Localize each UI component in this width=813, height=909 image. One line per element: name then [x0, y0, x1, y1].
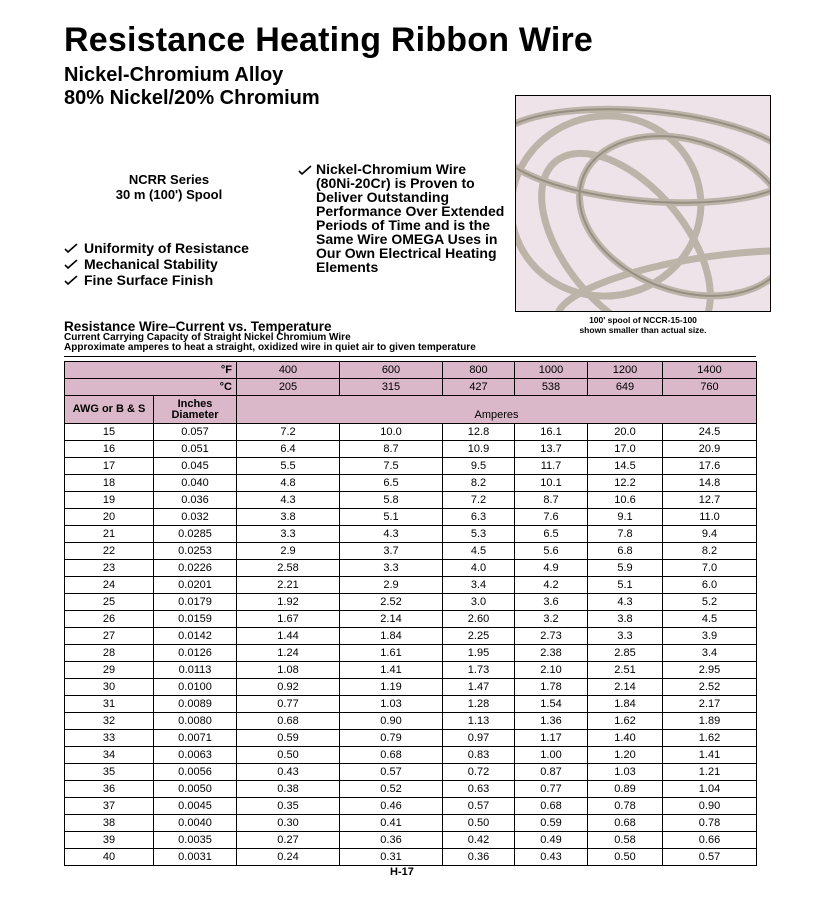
table-subtitle-2: Approximate amperes to heat a straight, oxidized wire in quiet air to given temperature [64, 342, 476, 353]
amperes-cell: 8.2 [443, 475, 515, 492]
amperes-cell: 4.2 [515, 577, 588, 594]
temp-c: 427 [443, 379, 515, 396]
diameter-cell: 0.0179 [154, 594, 237, 611]
diameter-cell: 0.0285 [154, 526, 237, 543]
amperes-cell: 0.68 [515, 798, 588, 815]
amperes-cell: 0.68 [237, 713, 340, 730]
amperes-cell: 0.57 [663, 849, 757, 866]
table-row [65, 424, 757, 441]
amperes-cell: 1.44 [237, 628, 340, 645]
amperes-cell: 7.0 [663, 560, 757, 577]
awg-cell: 16 [65, 441, 154, 458]
spool-size: 30 m (100') Spool [115, 187, 223, 202]
amperes-cell: 1.92 [237, 594, 340, 611]
amperes-cell: 3.7 [340, 543, 443, 560]
header-row-columns [65, 396, 757, 424]
product-series [64, 172, 274, 202]
amperes-cell: 0.43 [237, 764, 340, 781]
table-row [65, 832, 757, 849]
amperes-cell: 3.3 [588, 628, 663, 645]
amperes-cell: 20.9 [663, 441, 757, 458]
amperes-cell: 0.57 [340, 764, 443, 781]
amperes-cell: 0.57 [443, 798, 515, 815]
table-row [65, 764, 757, 781]
amperes-cell: 7.2 [443, 492, 515, 509]
amperes-cell: 1.28 [443, 696, 515, 713]
amperes-cell: 16.1 [515, 424, 588, 441]
awg-cell: 26 [65, 611, 154, 628]
table-row [65, 628, 757, 645]
amperes-cell: 0.27 [237, 832, 340, 849]
amperes-cell: 3.9 [663, 628, 757, 645]
table-row [65, 730, 757, 747]
amperes-cell: 1.03 [340, 696, 443, 713]
amperes-cell: 0.38 [237, 781, 340, 798]
amperes-cell: 1.95 [443, 645, 515, 662]
amperes-cell: 0.77 [515, 781, 588, 798]
awg-cell: 38 [65, 815, 154, 832]
amperes-cell: 6.3 [443, 509, 515, 526]
diameter-cell: 0.0159 [154, 611, 237, 628]
amperes-cell: 0.79 [340, 730, 443, 747]
amperes-cell: 8.2 [663, 543, 757, 560]
awg-cell: 37 [65, 798, 154, 815]
diameter-cell: 0.057 [154, 424, 237, 441]
diameter-cell: 0.0253 [154, 543, 237, 560]
amperes-cell: 10.1 [515, 475, 588, 492]
caption-line: shown smaller than actual size. [579, 325, 707, 335]
table-row [65, 679, 757, 696]
ribbon-wire-spool-image [516, 96, 770, 311]
amperes-cell: 4.3 [237, 492, 340, 509]
amperes-cell: 0.42 [443, 832, 515, 849]
amperes-cell: 1.19 [340, 679, 443, 696]
amperes-cell: 0.46 [340, 798, 443, 815]
awg-cell: 40 [65, 849, 154, 866]
awg-cell: 30 [65, 679, 154, 696]
table-row [65, 781, 757, 798]
table-row [65, 577, 757, 594]
amperes-cell: 0.24 [237, 849, 340, 866]
amperes-cell: 1.89 [663, 713, 757, 730]
table-row [65, 696, 757, 713]
amperes-cell: 1.73 [443, 662, 515, 679]
awg-cell: 29 [65, 662, 154, 679]
table-row [65, 713, 757, 730]
amperes-cell: 0.78 [588, 798, 663, 815]
amperes-cell: 0.50 [237, 747, 340, 764]
table-row [65, 815, 757, 832]
amperes-cell: 0.68 [588, 815, 663, 832]
amperes-cell: 0.36 [443, 849, 515, 866]
amperes-cell: 3.6 [515, 594, 588, 611]
diameter-cell: 0.0142 [154, 628, 237, 645]
awg-cell: 19 [65, 492, 154, 509]
awg-cell: 39 [65, 832, 154, 849]
amperes-cell: 7.2 [237, 424, 340, 441]
unit-fahrenheit: °F [65, 362, 237, 379]
amperes-cell: 2.85 [588, 645, 663, 662]
amperes-cell: 5.1 [588, 577, 663, 594]
amperes-cell: 0.36 [340, 832, 443, 849]
table-row [65, 560, 757, 577]
current-vs-temperature-table [64, 361, 757, 866]
amperes-cell: 9.5 [443, 458, 515, 475]
amperes-cell: 17.6 [663, 458, 757, 475]
diameter-cell: 0.032 [154, 509, 237, 526]
table-row [65, 747, 757, 764]
amperes-cell: 9.4 [663, 526, 757, 543]
amperes-cell: 1.13 [443, 713, 515, 730]
table-row [65, 594, 757, 611]
amperes-cell: 1.00 [515, 747, 588, 764]
amperes-cell: 0.66 [663, 832, 757, 849]
feature-item [64, 240, 249, 256]
diameter-cell: 0.0056 [154, 764, 237, 781]
amperes-cell: 2.25 [443, 628, 515, 645]
diameter-cell: 0.0080 [154, 713, 237, 730]
amperes-cell: 4.3 [340, 526, 443, 543]
amperes-cell: 1.41 [340, 662, 443, 679]
amperes-cell: 8.7 [515, 492, 588, 509]
diameter-cell: 0.0045 [154, 798, 237, 815]
diameter-cell: 0.045 [154, 458, 237, 475]
amperes-cell: 3.4 [663, 645, 757, 662]
col-header-awg: AWG or B & S [65, 396, 154, 424]
checkmark-icon [64, 259, 78, 269]
amperes-cell: 6.0 [663, 577, 757, 594]
diameter-cell: 0.0113 [154, 662, 237, 679]
amperes-cell: 1.08 [237, 662, 340, 679]
amperes-cell: 2.51 [588, 662, 663, 679]
amperes-cell: 0.72 [443, 764, 515, 781]
amperes-cell: 0.68 [340, 747, 443, 764]
amperes-cell: 5.9 [588, 560, 663, 577]
amperes-cell: 1.84 [340, 628, 443, 645]
amperes-cell: 2.38 [515, 645, 588, 662]
amperes-cell: 0.63 [443, 781, 515, 798]
awg-cell: 21 [65, 526, 154, 543]
amperes-cell: 3.0 [443, 594, 515, 611]
awg-cell: 22 [65, 543, 154, 560]
diameter-cell: 0.0201 [154, 577, 237, 594]
amperes-cell: 1.54 [515, 696, 588, 713]
amperes-cell: 2.52 [663, 679, 757, 696]
awg-cell: 28 [65, 645, 154, 662]
amperes-cell: 5.2 [663, 594, 757, 611]
checkmark-icon [298, 165, 312, 175]
amperes-cell: 6.5 [515, 526, 588, 543]
amperes-cell: 4.0 [443, 560, 515, 577]
amperes-cell: 5.6 [515, 543, 588, 560]
page-title: Resistance Heating Ribbon Wire [64, 21, 594, 59]
temp-f: 600 [340, 362, 443, 379]
table-row [65, 441, 757, 458]
ribbon-wire-photo [515, 95, 771, 312]
amperes-cell: 3.8 [237, 509, 340, 526]
awg-cell: 23 [65, 560, 154, 577]
feature-label: Mechanical Stability [84, 256, 218, 272]
photo-caption [515, 315, 771, 335]
amperes-cell: 8.7 [340, 441, 443, 458]
amperes-cell: 4.8 [237, 475, 340, 492]
amperes-cell: 5.3 [443, 526, 515, 543]
amperes-cell: 1.41 [663, 747, 757, 764]
temp-c: 760 [663, 379, 757, 396]
amperes-cell: 0.97 [443, 730, 515, 747]
amperes-cell: 1.47 [443, 679, 515, 696]
diameter-cell: 0.0031 [154, 849, 237, 866]
amperes-cell: 2.73 [515, 628, 588, 645]
awg-cell: 25 [65, 594, 154, 611]
table-row [65, 509, 757, 526]
col-header-diameter: Inches Diameter [154, 396, 237, 424]
awg-cell: 24 [65, 577, 154, 594]
diameter-cell: 0.0100 [154, 679, 237, 696]
temp-f: 1200 [588, 362, 663, 379]
feature-label: Fine Surface Finish [84, 272, 214, 288]
amperes-cell: 17.0 [588, 441, 663, 458]
amperes-cell: 2.10 [515, 662, 588, 679]
temp-c: 538 [515, 379, 588, 396]
amperes-cell: 7.6 [515, 509, 588, 526]
amperes-cell: 0.83 [443, 747, 515, 764]
amperes-cell: 6.4 [237, 441, 340, 458]
amperes-cell: 9.1 [588, 509, 663, 526]
amperes-cell: 1.20 [588, 747, 663, 764]
amperes-cell: 5.8 [340, 492, 443, 509]
divider [64, 356, 756, 357]
amperes-cell: 3.8 [588, 611, 663, 628]
amperes-cell: 12.7 [663, 492, 757, 509]
table-subtitle [64, 333, 476, 353]
col-header-amperes: Amperes [237, 396, 757, 424]
amperes-cell: 4.9 [515, 560, 588, 577]
amperes-cell: 14.5 [588, 458, 663, 475]
amperes-cell: 2.95 [663, 662, 757, 679]
amperes-cell: 0.58 [588, 832, 663, 849]
amperes-cell: 11.0 [663, 509, 757, 526]
amperes-cell: 0.41 [340, 815, 443, 832]
table-row [65, 492, 757, 509]
awg-cell: 27 [65, 628, 154, 645]
amperes-cell: 12.8 [443, 424, 515, 441]
amperes-cell: 24.5 [663, 424, 757, 441]
table-row [65, 645, 757, 662]
amperes-cell: 7.8 [588, 526, 663, 543]
amperes-cell: 1.36 [515, 713, 588, 730]
amperes-cell: 3.4 [443, 577, 515, 594]
amperes-cell: 0.43 [515, 849, 588, 866]
diameter-cell: 0.051 [154, 441, 237, 458]
temp-c: 649 [588, 379, 663, 396]
table-row [65, 849, 757, 866]
table-row [65, 798, 757, 815]
awg-cell: 36 [65, 781, 154, 798]
amperes-cell: 0.31 [340, 849, 443, 866]
subtitle-composition: 80% Nickel/20% Chromium [64, 87, 320, 109]
amperes-cell: 3.2 [515, 611, 588, 628]
awg-cell: 20 [65, 509, 154, 526]
amperes-cell: 0.90 [340, 713, 443, 730]
temp-c: 315 [340, 379, 443, 396]
awg-cell: 35 [65, 764, 154, 781]
amperes-cell: 1.03 [588, 764, 663, 781]
diameter-cell: 0.0063 [154, 747, 237, 764]
temp-c: 205 [237, 379, 340, 396]
amperes-cell: 2.21 [237, 577, 340, 594]
amperes-cell: 4.5 [443, 543, 515, 560]
amperes-cell: 1.04 [663, 781, 757, 798]
amperes-cell: 1.24 [237, 645, 340, 662]
temp-f: 800 [443, 362, 515, 379]
amperes-cell: 2.52 [340, 594, 443, 611]
amperes-cell: 11.7 [515, 458, 588, 475]
table-row [65, 475, 757, 492]
amperes-cell: 4.3 [588, 594, 663, 611]
table-row [65, 543, 757, 560]
amperes-cell: 7.5 [340, 458, 443, 475]
highlight-text: Nickel-Chromium Wire (80Ni-20Cr) is Proven to Deliver Outstanding Performance Over Extended Periods of Time and is the Same Wire OMEGA Uses in Our Own Electrical Heating Elements [316, 161, 505, 275]
amperes-cell: 5.1 [340, 509, 443, 526]
amperes-cell: 3.3 [237, 526, 340, 543]
amperes-cell: 1.17 [515, 730, 588, 747]
feature-list [64, 240, 249, 288]
diameter-cell: 0.0126 [154, 645, 237, 662]
checkmark-icon [64, 243, 78, 253]
amperes-cell: 0.52 [340, 781, 443, 798]
amperes-cell: 12.2 [588, 475, 663, 492]
highlight-statement [298, 162, 508, 274]
amperes-cell: 1.61 [340, 645, 443, 662]
diameter-cell: 0.0226 [154, 560, 237, 577]
amperes-cell: 2.14 [588, 679, 663, 696]
amperes-cell: 6.5 [340, 475, 443, 492]
awg-cell: 18 [65, 475, 154, 492]
page-subtitle [64, 64, 320, 110]
amperes-cell: 1.40 [588, 730, 663, 747]
amperes-cell: 5.5 [237, 458, 340, 475]
page-number: H-17 [390, 866, 414, 878]
feature-item [64, 256, 249, 272]
amperes-cell: 2.9 [340, 577, 443, 594]
amperes-cell: 0.92 [237, 679, 340, 696]
awg-cell: 34 [65, 747, 154, 764]
table-title: Resistance Wire–Current vs. Temperature [64, 319, 332, 334]
diameter-cell: 0.0050 [154, 781, 237, 798]
amperes-cell: 0.50 [443, 815, 515, 832]
amperes-cell: 0.50 [588, 849, 663, 866]
header-row-fahrenheit [65, 362, 757, 379]
amperes-cell: 0.87 [515, 764, 588, 781]
amperes-cell: 1.84 [588, 696, 663, 713]
checkmark-icon [64, 275, 78, 285]
amperes-cell: 2.14 [340, 611, 443, 628]
amperes-cell: 6.8 [588, 543, 663, 560]
diameter-cell: 0.0071 [154, 730, 237, 747]
awg-cell: 33 [65, 730, 154, 747]
amperes-cell: 20.0 [588, 424, 663, 441]
awg-cell: 15 [65, 424, 154, 441]
awg-cell: 17 [65, 458, 154, 475]
table-row [65, 458, 757, 475]
amperes-cell: 10.0 [340, 424, 443, 441]
amperes-cell: 0.49 [515, 832, 588, 849]
amperes-cell: 13.7 [515, 441, 588, 458]
amperes-cell: 1.62 [588, 713, 663, 730]
temp-f: 400 [237, 362, 340, 379]
series-name: NCRR Series [128, 172, 210, 187]
amperes-cell: 2.9 [237, 543, 340, 560]
table-subtitle-1: Current Carrying Capacity of Straight Nickel Chromium Wire [64, 332, 351, 343]
diameter-cell: 0.0089 [154, 696, 237, 713]
amperes-cell: 0.59 [237, 730, 340, 747]
temp-f: 1000 [515, 362, 588, 379]
amperes-cell: 0.30 [237, 815, 340, 832]
unit-celsius: °C [65, 379, 237, 396]
amperes-cell: 0.89 [588, 781, 663, 798]
table-row [65, 662, 757, 679]
amperes-cell: 2.58 [237, 560, 340, 577]
feature-label: Uniformity of Resistance [84, 240, 249, 256]
amperes-cell: 2.17 [663, 696, 757, 713]
diameter-cell: 0.0035 [154, 832, 237, 849]
amperes-cell: 1.21 [663, 764, 757, 781]
amperes-cell: 2.60 [443, 611, 515, 628]
amperes-cell: 0.59 [515, 815, 588, 832]
awg-cell: 32 [65, 713, 154, 730]
amperes-cell: 1.62 [663, 730, 757, 747]
table-row [65, 611, 757, 628]
amperes-cell: 1.78 [515, 679, 588, 696]
amperes-cell: 0.78 [663, 815, 757, 832]
caption-line: 100' spool of NCCR-15-100 [589, 315, 697, 325]
feature-item [64, 272, 249, 288]
amperes-cell: 1.67 [237, 611, 340, 628]
amperes-cell: 0.35 [237, 798, 340, 815]
diameter-cell: 0.036 [154, 492, 237, 509]
awg-cell: 31 [65, 696, 154, 713]
amperes-cell: 4.5 [663, 611, 757, 628]
diameter-cell: 0.040 [154, 475, 237, 492]
amperes-cell: 3.3 [340, 560, 443, 577]
diameter-cell: 0.0040 [154, 815, 237, 832]
table-row [65, 526, 757, 543]
amperes-cell: 10.6 [588, 492, 663, 509]
subtitle-alloy: Nickel-Chromium Alloy [64, 64, 284, 86]
header-row-celsius [65, 379, 757, 396]
amperes-cell: 14.8 [663, 475, 757, 492]
amperes-cell: 10.9 [443, 441, 515, 458]
amperes-cell: 0.90 [663, 798, 757, 815]
amperes-cell: 0.77 [237, 696, 340, 713]
temp-f: 1400 [663, 362, 757, 379]
